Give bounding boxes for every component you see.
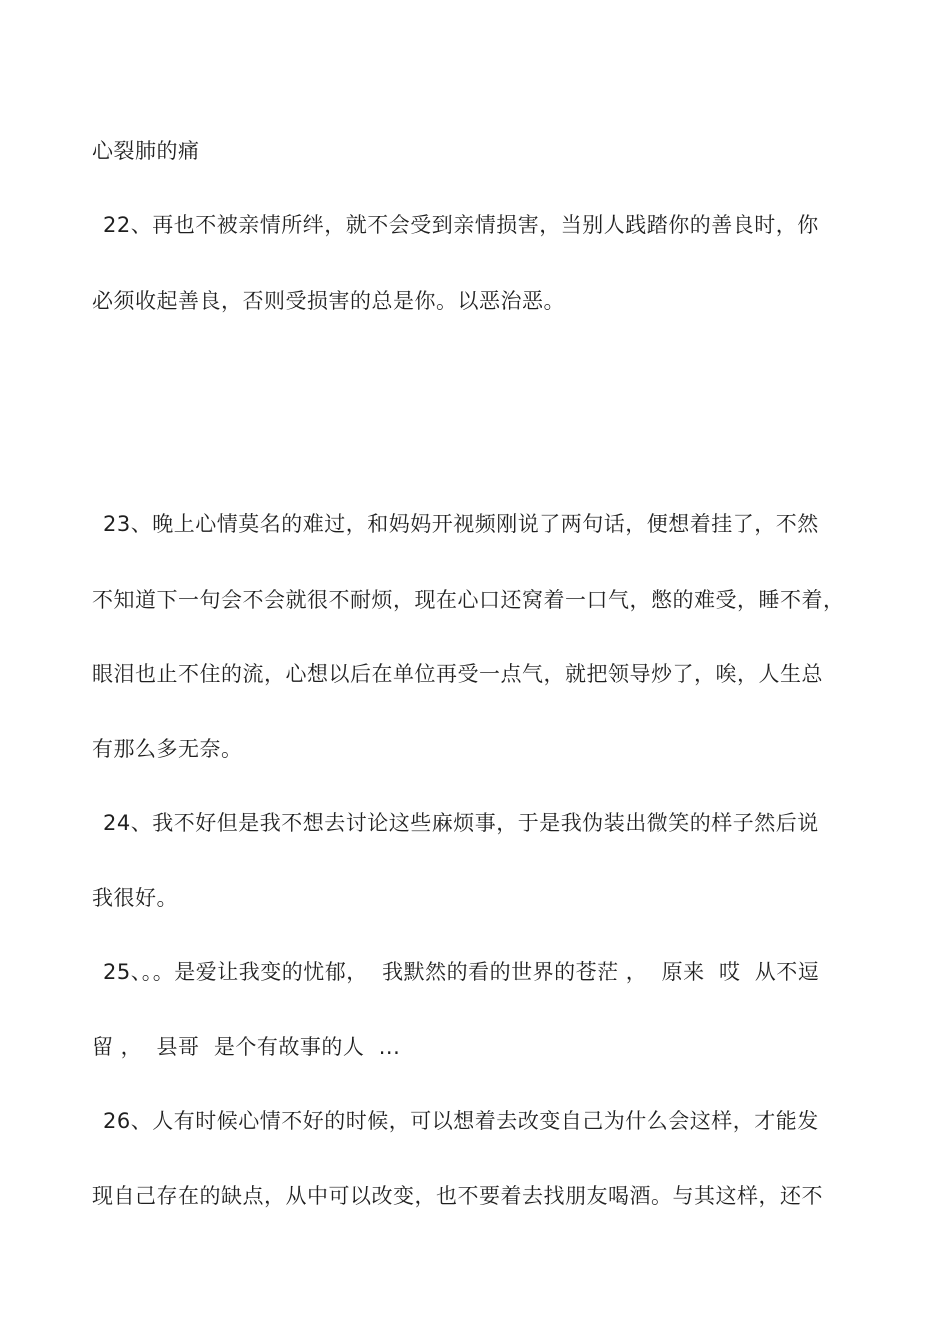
text-line: 眼泪也止不住的流，心想以后在单位再受一点气，就把领导炒了，唉，人生总 <box>92 662 823 686</box>
text-line: 心裂肺的痛 <box>92 139 200 163</box>
text-line: 22、再也不被亲情所绊，就不会受到亲情损害，当别人践踏你的善良时，你 <box>103 213 819 237</box>
text-line: 不知道下一句会不会就很不耐烦，现在心口还窝着一口气，憋的难受，睡不着， <box>92 588 845 612</box>
text-line: 现自己存在的缺点，从中可以改变，也不要着去找朋友喝酒。与其这样，还不 <box>92 1184 823 1208</box>
text-line: 我很好。 <box>92 886 178 910</box>
text-line: 留 ， 县哥 是个有故事的人 ... <box>92 1035 401 1059</box>
text-line: 必须收起善良，否则受损害的总是你。以恶治恶。 <box>92 289 565 313</box>
text-line: 23、晚上心情莫名的难过，和妈妈开视频刚说了两句话，便想着挂了，不然 <box>103 512 819 536</box>
text-line: 26、人有时候心情不好的时候，可以想着去改变自己为什么会这样，才能发 <box>103 1109 819 1133</box>
text-line: 24、我不好但是我不想去讨论这些麻烦事，于是我伪装出微笑的样子然后说 <box>103 811 819 835</box>
text-line: 有那么多无奈。 <box>92 737 243 761</box>
text-line: 25、。。是爱让我变的忧郁， 我默然的看的世界的苍茫 ， 原来 哎 从不逗 <box>103 960 820 984</box>
